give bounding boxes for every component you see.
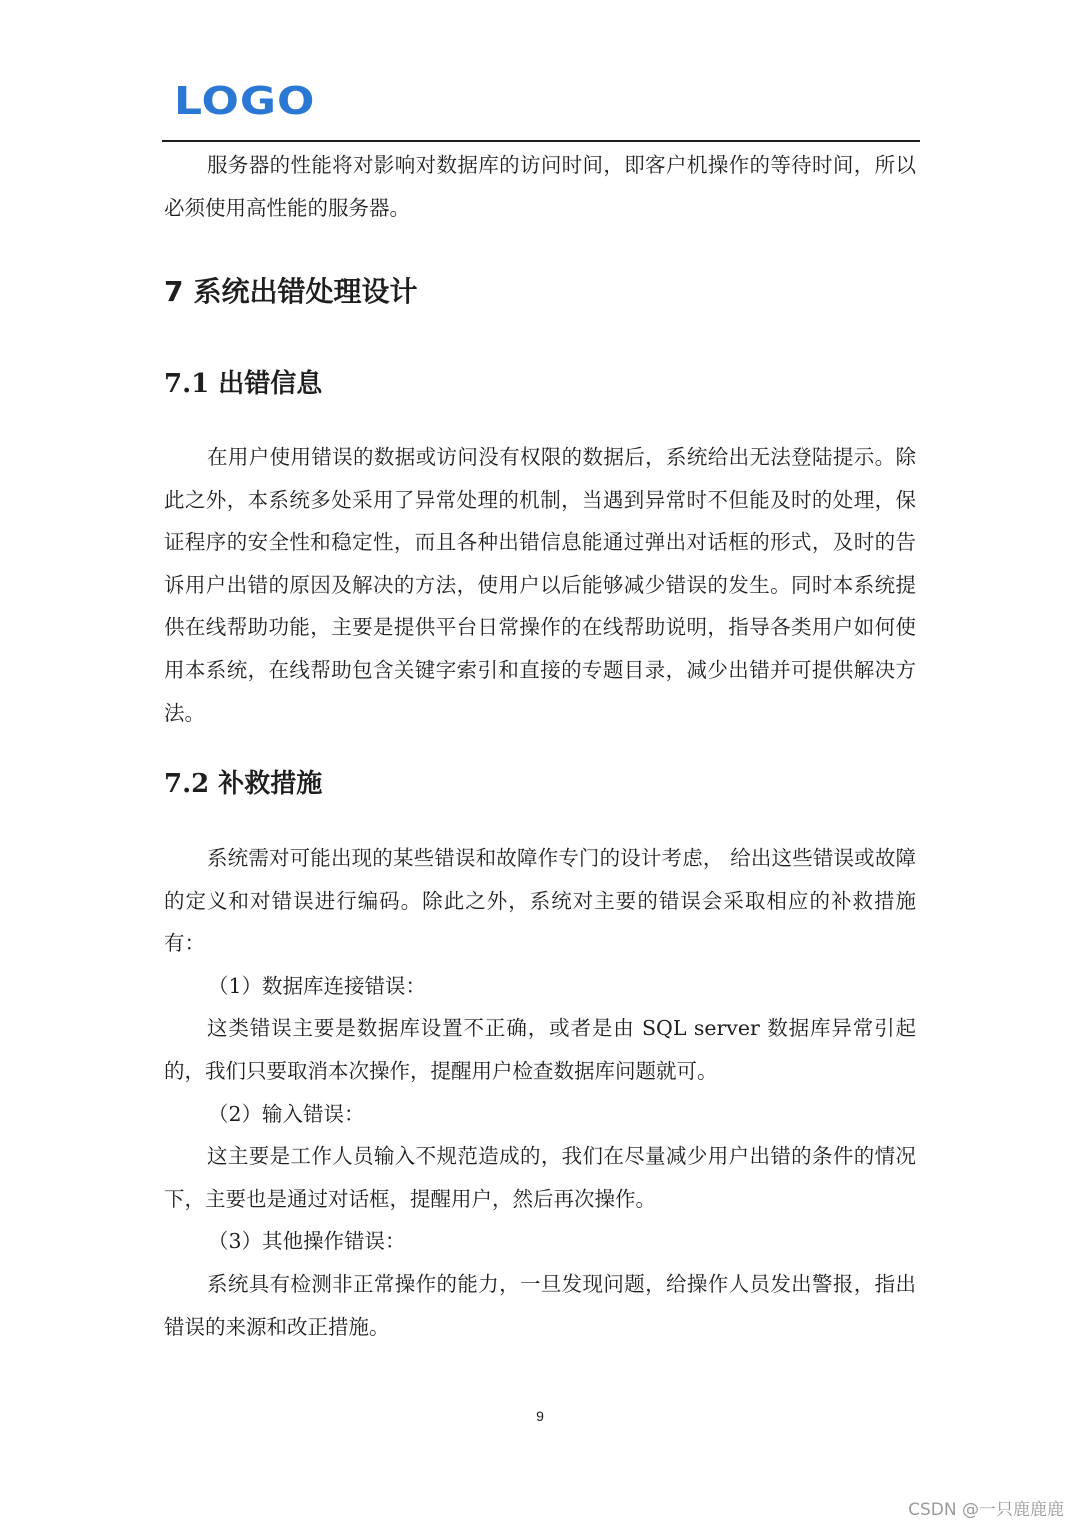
list-item-3-text: 系统具有检测非正常操作的能力，一旦发现问题，给操作人员发出警报，指出错误的来源和改正措施。 [164, 1271, 916, 1339]
subsection-7-1-body [164, 436, 916, 734]
page-number: 9 [536, 1408, 544, 1424]
list-item-2-head: （2）输入错误： [208, 1101, 365, 1126]
remedy-paragraph: 系统需对可能出现的某些错误和故障作专门的设计考虑， 给出这些错误或故障的定义和对错误进行编码。除此之外，系统对主要的错误会采取相应的补救措施有： [164, 846, 916, 956]
list-item-1-head: （1）数据库连接错误： [208, 973, 427, 998]
list-item-3-head: （3）其他操作错误： [208, 1229, 406, 1254]
list-item-2-text: 这主要是工作人员输入不规范造成的，我们在尽量减少用户出错的条件的情况下，主要也是通过对话框，提醒用户，然后再次操作。 [164, 1144, 916, 1211]
section-number: 7 [164, 275, 184, 308]
intro-paragraph: 服务器的性能将对影响对数据库的访问时间，即客户机操作的等待时间，所以必须使用高性能的服务器。 [164, 153, 916, 220]
watermark: CSDN @一只鹿鹿鹿 [908, 1500, 1064, 1520]
header-divider [162, 140, 920, 142]
section-heading [164, 272, 418, 312]
section-title: 系统出错处理设计 [193, 275, 418, 308]
subsection-7-2-body [164, 837, 916, 1348]
error-info-paragraph: 在用户使用错误的数据或访问没有权限的数据后，系统给出无法登陆提示。除此之外，本系统多处采用了异常处理的机制，当遇到异常时不但能及时的处理，保证程序的安全性和稳定性，而且各种出错信息能通过弹出对话框的形式，及时的告诉用户出错的原因及解决的方法，使用户以后能够减少错误的发生。同时本系统提供在线帮助功能，主要是提供平台日常操作的在线帮助说明，指导各类用户如何使用本系统，在线帮助包含关键字索引和直接的专题目录，减少出错并可提供解决方法。 [164, 445, 916, 725]
list-item-1-text: 这类错误主要是数据库设置不正确，或者是由 SQL server 数据库异常引起的，我们只要取消本次操作，提醒用户检查数据库问题就可。 [164, 1016, 916, 1083]
subsection-7-2-title: 7.2 补救措施 [164, 769, 323, 799]
intro-block [164, 144, 916, 229]
logo: LOGO [174, 78, 316, 124]
subsection-7-1-title: 7.1 出错信息 [164, 369, 323, 399]
